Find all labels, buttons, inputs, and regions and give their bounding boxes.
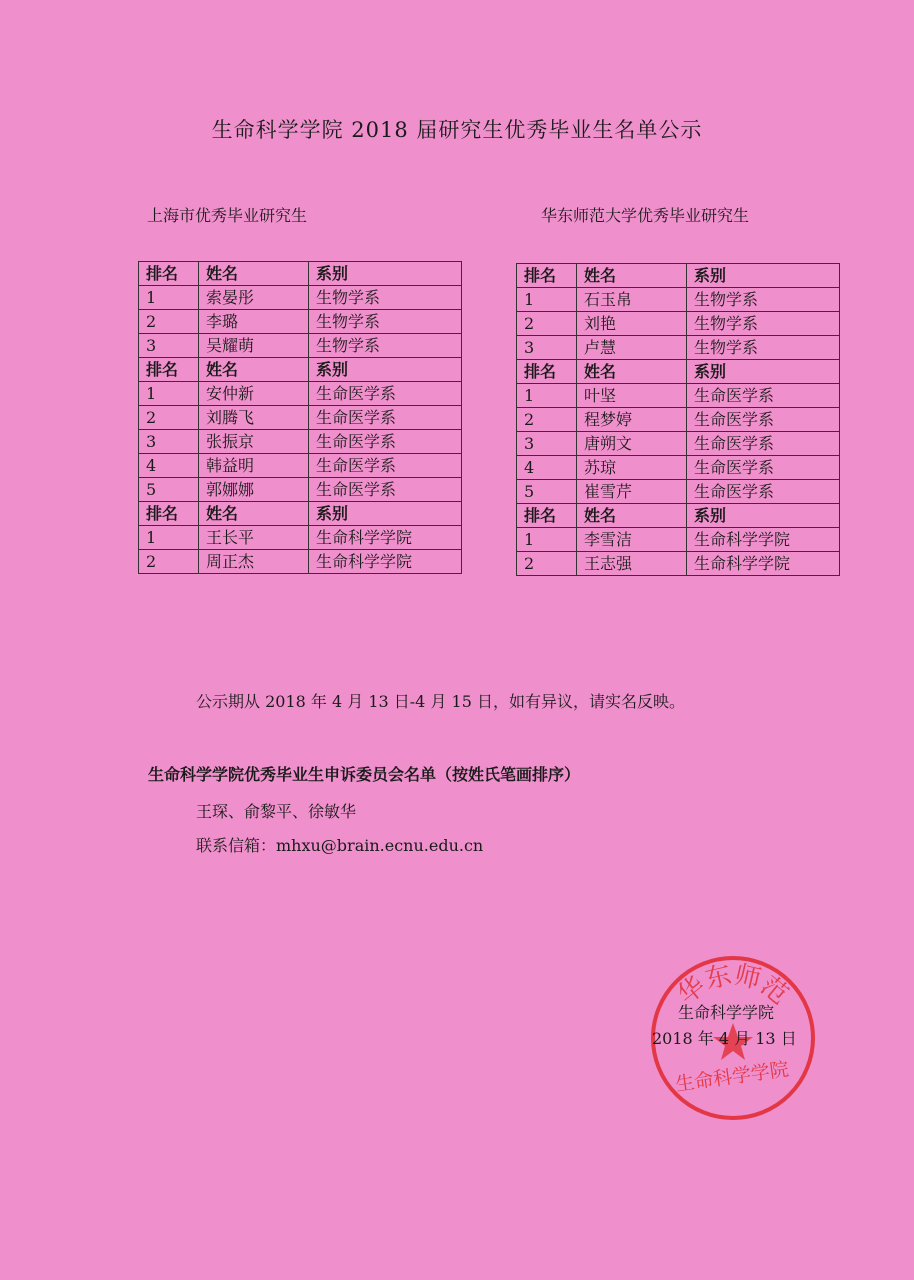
table-cell: 生命科学学院 [687,552,840,576]
table-row [139,478,462,502]
table-cell: 生命科学学院 [309,550,462,574]
table-cell: 张振京 [199,430,309,454]
ecnu-section-title: 华东师范大学优秀毕业研究生 [541,206,750,225]
table-cell: 2 [139,310,199,334]
table-cell: 2 [139,550,199,574]
table-cell: 1 [139,382,199,406]
table-row [139,430,462,454]
table-cell: 1 [139,526,199,550]
table-cell: 生命医学系 [687,480,840,504]
table-cell: 生命科学学院 [309,526,462,550]
table-cell: 5 [517,480,577,504]
table-header-cell: 排名 [517,360,577,384]
table-row [517,384,840,408]
page-title: 生命科学学院 2018 届研究生优秀毕业生名单公示 [211,118,703,142]
table-cell: 卢慧 [577,336,687,360]
table-header-cell: 排名 [139,358,199,382]
table-cell: 生命医学系 [309,430,462,454]
table-cell: 生命医学系 [309,382,462,406]
ecnu-graduates-table [516,263,840,576]
table-row [517,528,840,552]
table-cell: 生物学系 [309,310,462,334]
table-header-cell: 姓名 [199,502,309,526]
table-cell: 吴耀萌 [199,334,309,358]
table-header-row [517,264,840,288]
table-row [139,550,462,574]
table-header-row [139,262,462,286]
shanghai-section-title: 上海市优秀毕业研究生 [147,206,308,225]
committee-title: 生命科学学院优秀毕业生申诉委员会名单（按姓氏笔画排序） [148,765,581,784]
table-cell: 生命科学学院 [687,528,840,552]
table-row [517,288,840,312]
table-cell: 韩益明 [199,454,309,478]
table-header-cell: 系别 [687,264,840,288]
table-header-cell: 姓名 [577,360,687,384]
table-cell: 刘腾飞 [199,406,309,430]
table-row [139,526,462,550]
shanghai-graduates-table [138,261,462,574]
table-cell: 生物学系 [309,286,462,310]
table-row [517,312,840,336]
table-row [139,406,462,430]
table-cell: 程梦婷 [577,408,687,432]
table-row [517,552,840,576]
table-cell: 生命医学系 [687,432,840,456]
table-cell: 1 [517,384,577,408]
table-cell: 生物学系 [309,334,462,358]
seal-bottom-text: 生命科学学院 [674,1058,791,1096]
table-cell: 刘艳 [577,312,687,336]
table-header-row [517,504,840,528]
table-row [517,408,840,432]
table-cell: 1 [517,528,577,552]
notice-text: 公示期从 2018 年 4 月 13 日-4 月 15 日，如有异议，请实名反映。 [196,692,685,711]
table-cell: 3 [517,432,577,456]
table-cell: 生物学系 [687,288,840,312]
table-cell: 生物学系 [687,336,840,360]
table-cell: 3 [139,430,199,454]
table-header-cell: 排名 [139,262,199,286]
table-header-cell: 姓名 [577,504,687,528]
table-cell: 生命医学系 [687,384,840,408]
table-header-cell: 排名 [517,264,577,288]
table-cell: 郭娜娜 [199,478,309,502]
table-cell: 王长平 [199,526,309,550]
table-cell: 王志强 [577,552,687,576]
table-row [139,382,462,406]
table-header-row [517,360,840,384]
table-row [517,480,840,504]
table-row [139,310,462,334]
table-header-row [139,358,462,382]
table-row [517,456,840,480]
table-row [139,334,462,358]
table-header-cell: 姓名 [199,262,309,286]
table-row [139,454,462,478]
table-cell: 生命医学系 [309,406,462,430]
table-cell: 2 [517,312,577,336]
table-cell: 叶坚 [577,384,687,408]
table-header-cell: 系别 [309,262,462,286]
table-cell: 1 [517,288,577,312]
table-cell: 唐朔文 [577,432,687,456]
table-cell: 周正杰 [199,550,309,574]
table-cell: 安仲新 [199,382,309,406]
table-cell: 1 [139,286,199,310]
table-header-cell: 排名 [139,502,199,526]
table-header-cell: 系别 [687,360,840,384]
table-row [139,286,462,310]
table-cell: 2 [517,408,577,432]
table-cell: 生命医学系 [309,454,462,478]
table-row [517,336,840,360]
table-cell: 4 [139,454,199,478]
table-header-cell: 系别 [309,358,462,382]
seal-top-text: 华东师范 [672,960,794,1011]
table-cell: 苏琼 [577,456,687,480]
table-cell: 2 [517,552,577,576]
table-cell: 生命医学系 [309,478,462,502]
table-cell: 4 [517,456,577,480]
table-cell: 3 [139,334,199,358]
table-cell: 崔雪芹 [577,480,687,504]
table-header-row [139,502,462,526]
table-cell: 李雪洁 [577,528,687,552]
table-header-cell: 姓名 [577,264,687,288]
table-cell: 生命医学系 [687,456,840,480]
table-header-cell: 姓名 [199,358,309,382]
table-row [517,432,840,456]
signature-name: 生命科学学院 [678,1003,775,1022]
table-cell: 生命医学系 [687,408,840,432]
table-cell: 李璐 [199,310,309,334]
committee-members: 王琛、俞黎平、徐敏华 [196,802,357,821]
table-cell: 3 [517,336,577,360]
table-cell: 索晏彤 [199,286,309,310]
table-cell: 石玉帛 [577,288,687,312]
table-header-cell: 系别 [687,504,840,528]
table-cell: 生物学系 [687,312,840,336]
contact-email: 联系信箱：mhxu@brain.ecnu.edu.cn [196,836,484,855]
table-header-cell: 系别 [309,502,462,526]
table-cell: 2 [139,406,199,430]
table-cell: 5 [139,478,199,502]
signature-date: 2018 年 4 月 13 日 [652,1029,797,1048]
table-header-cell: 排名 [517,504,577,528]
